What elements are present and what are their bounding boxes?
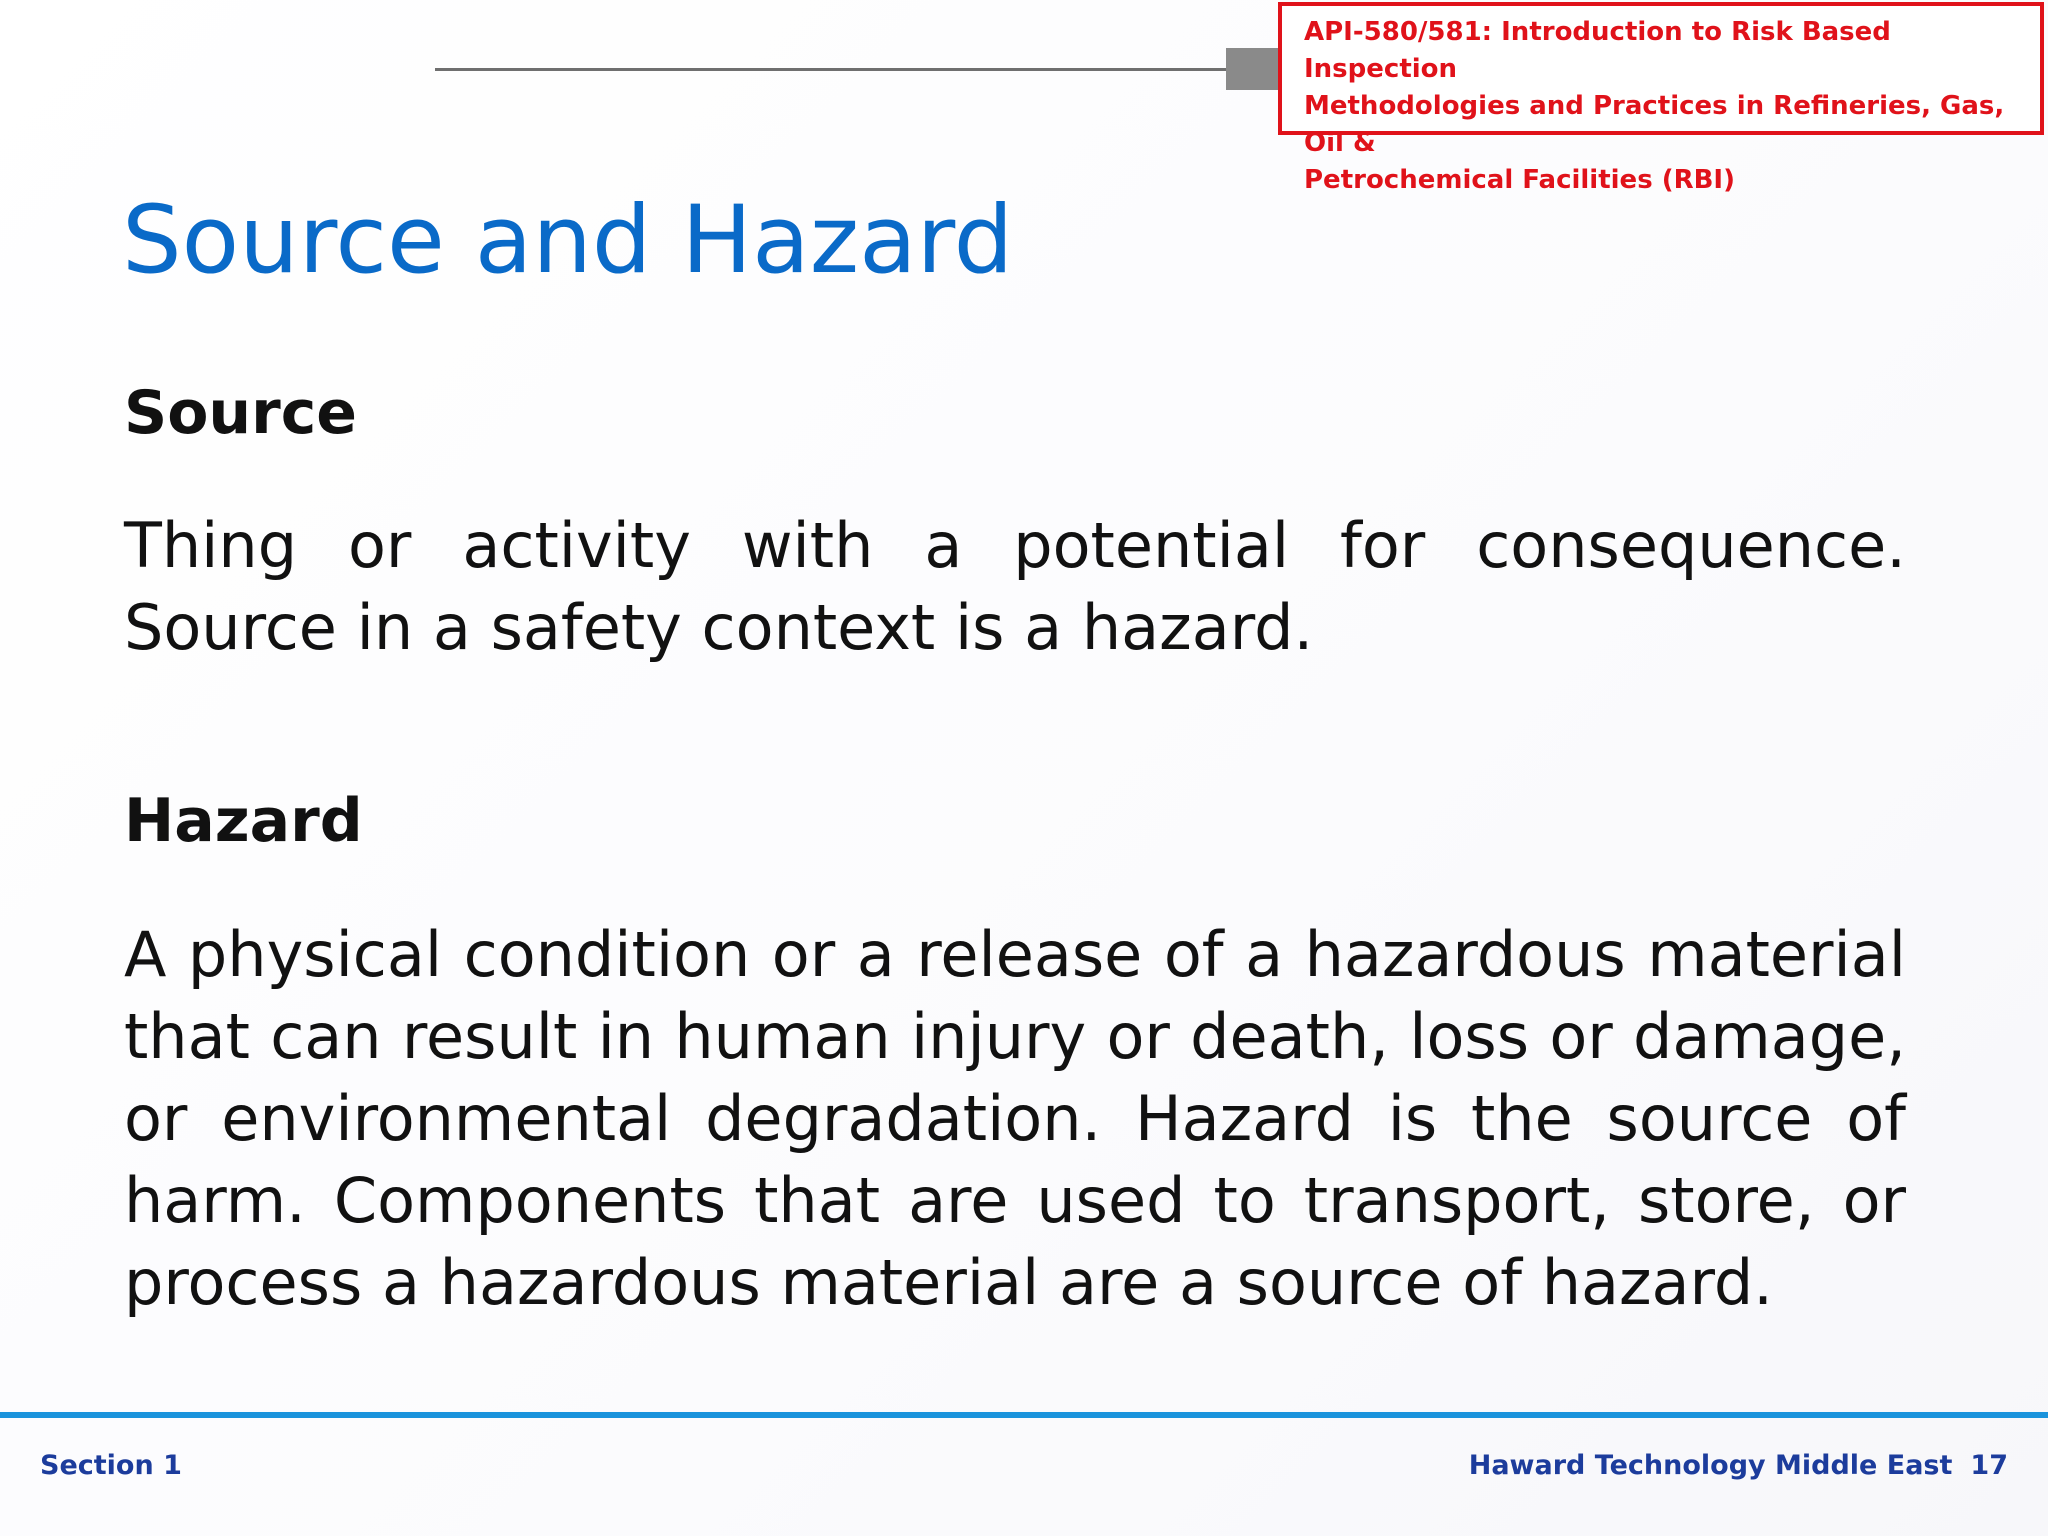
header-rule <box>435 68 1230 71</box>
section-label: Section 1 <box>40 1450 182 1481</box>
hazard-definition: A physical condition or a release of a hazardous material that can result in human injury or death, loss or damage, or environmental degradation. Hazard is the source of harm. Components that are used to transport, store, or process a hazardous material are a source of hazard. <box>124 918 1906 1319</box>
course-title-box <box>1278 2 2044 195</box>
source-definition: Thing or activity with a potential for consequence. Source in a safety context is a hazard. <box>124 509 1906 664</box>
header-accent-block <box>1226 48 1282 90</box>
hazard-heading: Hazard <box>124 786 363 856</box>
footer-credit <box>1469 1448 2008 1484</box>
course-title-line-1: API-580/581: Introduction to Risk Based Inspection <box>1304 17 1891 84</box>
footer-rule <box>0 1412 2048 1418</box>
organization-name: Haward Technology Middle East <box>1468 1450 1953 1481</box>
course-title-line-2: Methodologies and Practices in Refineries, Gas, Oil & <box>1304 91 2005 158</box>
source-heading: Source <box>124 378 357 448</box>
page-number: 17 <box>1970 1450 2008 1481</box>
page-title: Source and Hazard <box>122 186 1014 295</box>
course-title-line-3: Petrochemical Facilities (RBI) <box>1304 165 1735 195</box>
